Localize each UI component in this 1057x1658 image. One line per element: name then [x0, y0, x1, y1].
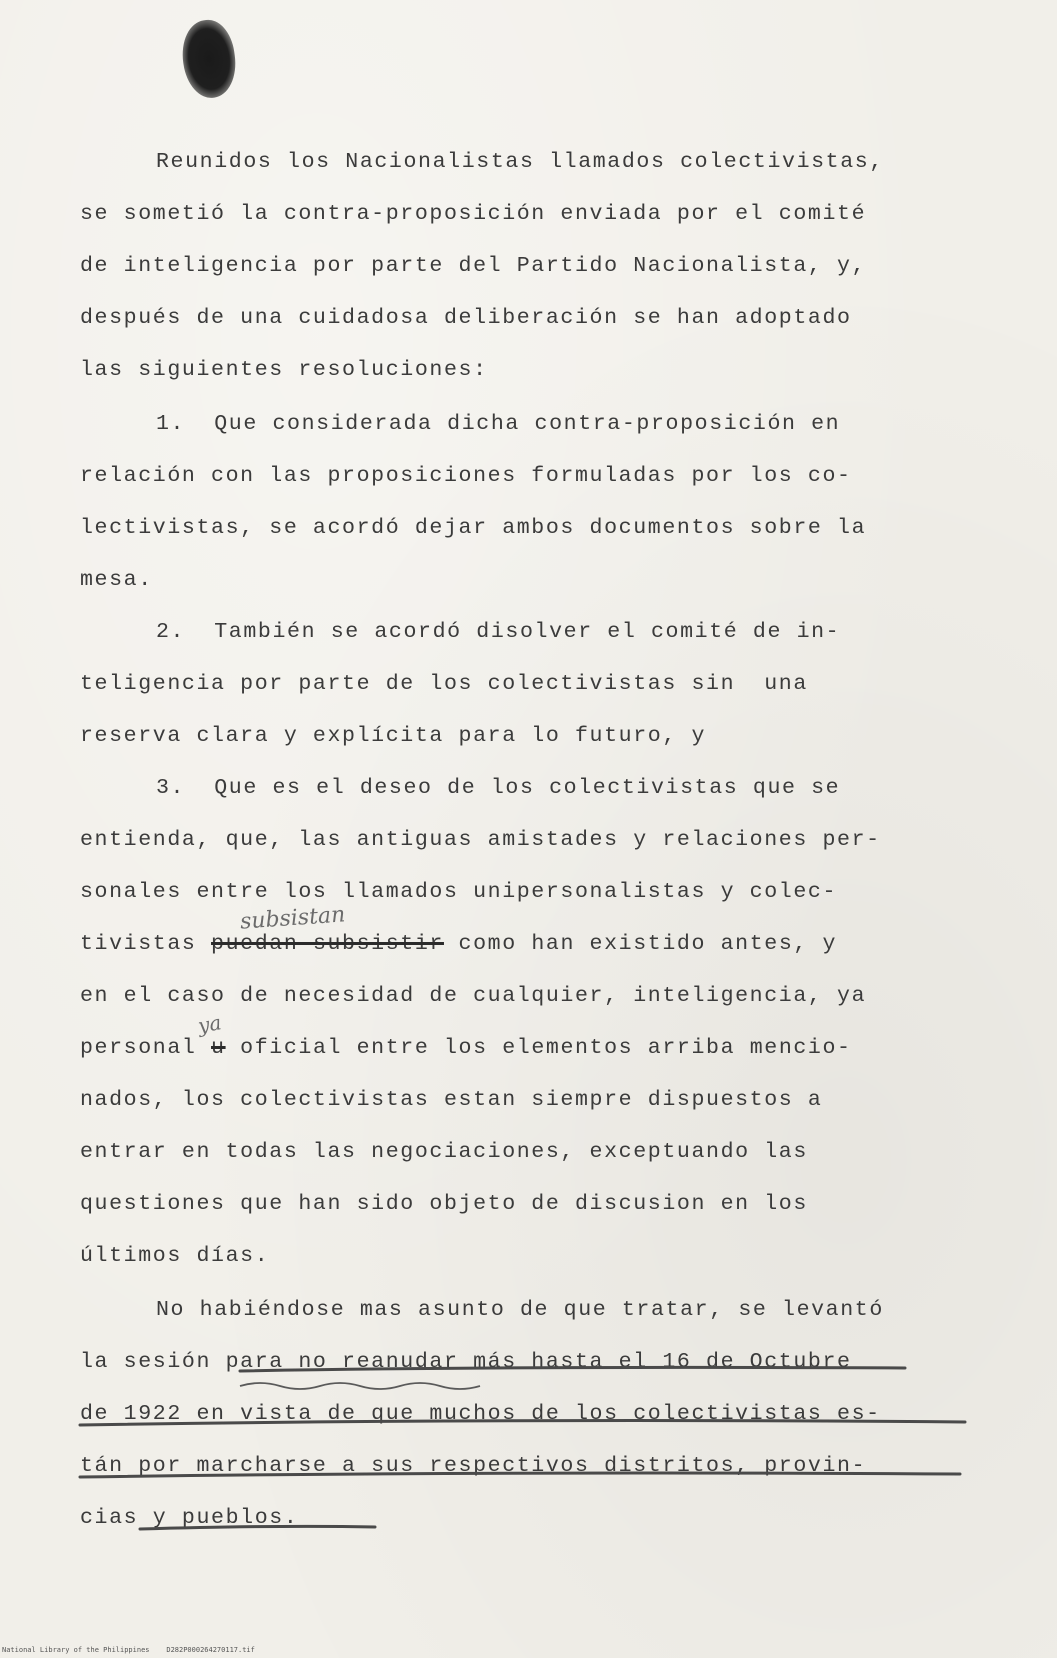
- text-line: teligencia por parte de los colectivistas sin una: [80, 672, 808, 696]
- text-line: de inteligencia por parte del Partido Nacionalista, y,: [80, 254, 867, 278]
- text-line: Reunidos los Nacionalistas llamados colectivistas,: [156, 150, 884, 174]
- text-line: en el caso de necesidad de cualquier, inteligencia, ya: [80, 984, 867, 1008]
- line-rest: [226, 1036, 241, 1060]
- struck-phrase: puedan subsistir: [211, 932, 444, 956]
- text-line: las siguientes resoluciones:: [80, 358, 488, 382]
- text-line: entrar en todas las negociaciones, exceptuando las: [80, 1140, 808, 1164]
- text-line: cias y pueblos.: [80, 1506, 299, 1530]
- text-line-with-correction: [80, 924, 837, 964]
- handwritten-insert: subsistan: [239, 902, 347, 935]
- text-line: 2. También se acordó disolver el comité de in-: [156, 620, 841, 644]
- ink-blot: [178, 17, 240, 101]
- text-line: lectivistas, se acordó dejar ambos documentos sobre la: [80, 516, 867, 540]
- handwritten-insert: ya: [196, 1010, 224, 1038]
- page-footer: National Library of the Philippines D282P000264270117.tif: [2, 1646, 255, 1654]
- text-line: después de una cuidadosa deliberación se han adoptado: [80, 306, 852, 330]
- text-line: sonales entre los llamados unipersonalistas y colec-: [80, 880, 838, 904]
- text-line: questiones que han sido objeto de discusion en los: [80, 1192, 808, 1216]
- text-line: No habiéndose mas asunto de que tratar, se levantó: [156, 1298, 884, 1322]
- text-line: nados, los colectivistas estan siempre dispuestos a: [80, 1088, 823, 1112]
- text-line: relación con las proposiciones formuladas por los co-: [80, 464, 852, 488]
- text-line: se sometió la contra-proposición enviada por el comité: [80, 202, 867, 226]
- line-remainder: oficial entre los elementos arriba mencio-: [240, 1036, 852, 1060]
- text-line-with-correction: [80, 1028, 852, 1068]
- text-line: la sesión para no reanudar más hasta el 16 de Octubre: [80, 1350, 852, 1374]
- text-line: 1. Que considerada dicha contra-proposición en: [156, 412, 841, 436]
- text-line: tán por marcharse a sus respectivos distritos, provin-: [80, 1454, 867, 1478]
- wavy-underline: [240, 1383, 480, 1389]
- line-remainder: como han existido antes, y: [458, 932, 838, 956]
- text-line: mesa.: [80, 568, 153, 592]
- line-prefix: personal: [80, 1036, 212, 1060]
- text-line: de 1922 en vista de que muchos de los colectivistas es-: [80, 1402, 881, 1426]
- text-line: 3. Que es el deseo de los colectivistas que se: [156, 776, 841, 800]
- line-rest: [444, 932, 459, 956]
- text-line: reserva clara y explícita para lo futuro, y: [80, 724, 707, 748]
- line-prefix: tivistas: [80, 932, 212, 956]
- text-line: últimos días.: [80, 1244, 270, 1268]
- text-line: entienda, que, las antiguas amistades y relaciones per-: [80, 828, 881, 852]
- struck-letter: u: [211, 1036, 226, 1060]
